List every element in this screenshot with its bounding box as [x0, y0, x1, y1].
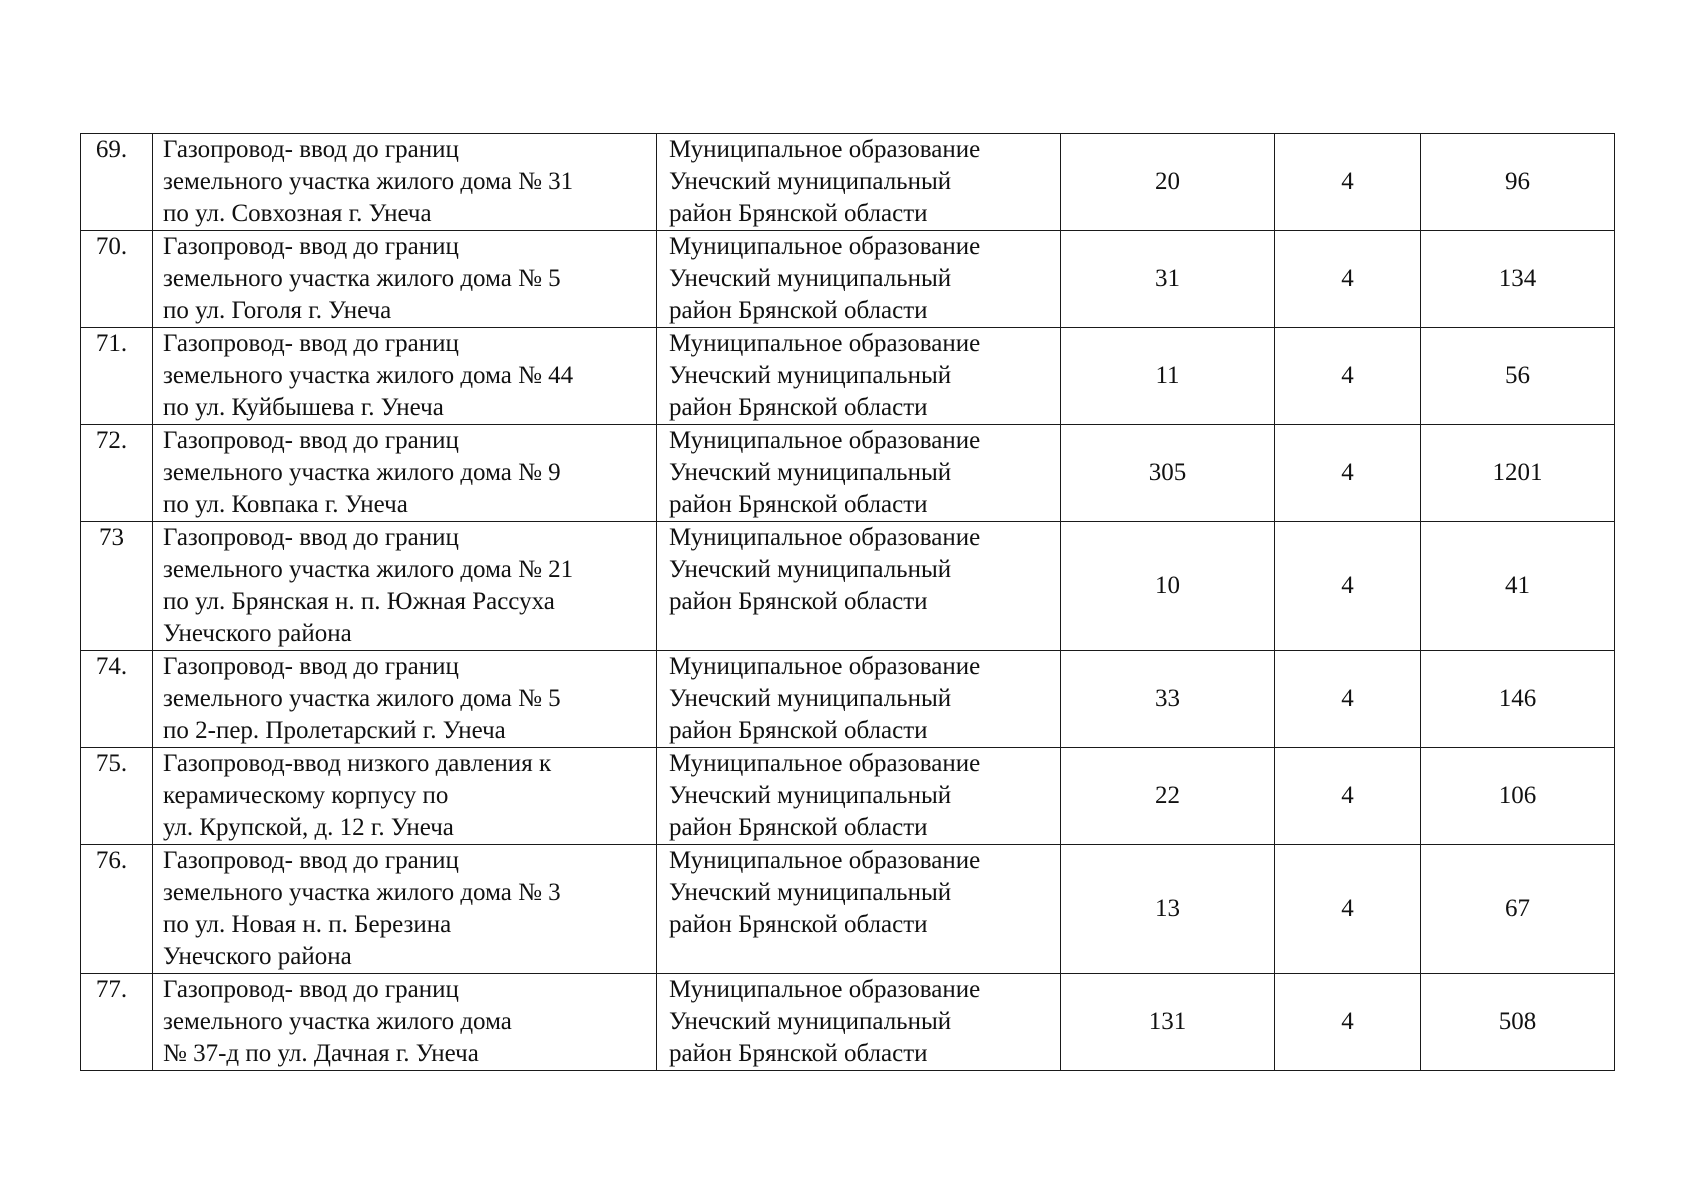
value-1: 31 — [1061, 231, 1275, 328]
object-name: Газопровод- ввод до границ земельного участка жилого дома № 21 по ул. Брянская н. п. Южная Рассуха Унечского района — [153, 522, 657, 651]
table-row — [81, 522, 1615, 651]
value-2: 4 — [1275, 425, 1421, 522]
value-3: 146 — [1421, 651, 1615, 748]
table-row — [81, 974, 1615, 1071]
object-name: Газопровод- ввод до границ земельного участка жилого дома № 5 по 2-пер. Пролетарский г. Унеча — [153, 651, 657, 748]
value-2: 4 — [1275, 651, 1421, 748]
value-2: 4 — [1275, 748, 1421, 845]
owner-name: Муниципальное образование Унечский муниципальный район Брянской области — [657, 748, 1061, 845]
table-row — [81, 134, 1615, 231]
value-1: 33 — [1061, 651, 1275, 748]
owner-name: Муниципальное образование Унечский муниципальный район Брянской области — [657, 328, 1061, 425]
value-3: 41 — [1421, 522, 1615, 651]
owner-name: Муниципальное образование Унечский муниципальный район Брянской области — [657, 425, 1061, 522]
owner-name: Муниципальное образование Унечский муниципальный район Брянской области — [657, 522, 1061, 651]
owner-name: Муниципальное образование Унечский муниципальный район Брянской области — [657, 134, 1061, 231]
value-1: 10 — [1061, 522, 1275, 651]
row-number: 72. — [81, 425, 153, 522]
value-3: 1201 — [1421, 425, 1615, 522]
object-name: Газопровод- ввод до границ земельного участка жилого дома № 31 по ул. Совхозная г. Унеча — [153, 134, 657, 231]
table-body — [81, 134, 1615, 1071]
value-3: 67 — [1421, 845, 1615, 974]
table-row — [81, 425, 1615, 522]
value-3: 96 — [1421, 134, 1615, 231]
value-2: 4 — [1275, 328, 1421, 425]
row-number: 71. — [81, 328, 153, 425]
row-number: 73 — [81, 522, 153, 651]
value-1: 305 — [1061, 425, 1275, 522]
owner-name: Муниципальное образование Унечский муниципальный район Брянской области — [657, 651, 1061, 748]
row-number: 76. — [81, 845, 153, 974]
row-number: 77. — [81, 974, 153, 1071]
owner-name: Муниципальное образование Унечский муниципальный район Брянской области — [657, 974, 1061, 1071]
value-2: 4 — [1275, 522, 1421, 651]
value-1: 11 — [1061, 328, 1275, 425]
object-name: Газопровод- ввод до границ земельного участка жилого дома № 9 по ул. Ковпака г. Унеча — [153, 425, 657, 522]
object-name: Газопровод- ввод до границ земельного участка жилого дома № 37-д по ул. Дачная г. Унеча — [153, 974, 657, 1071]
table-row — [81, 231, 1615, 328]
value-3: 134 — [1421, 231, 1615, 328]
table-row — [81, 845, 1615, 974]
object-name: Газопровод- ввод до границ земельного участка жилого дома № 5 по ул. Гоголя г. Унеча — [153, 231, 657, 328]
value-2: 4 — [1275, 845, 1421, 974]
value-2: 4 — [1275, 974, 1421, 1071]
owner-name: Муниципальное образование Унечский муниципальный район Брянской области — [657, 231, 1061, 328]
value-2: 4 — [1275, 231, 1421, 328]
property-table — [80, 133, 1615, 1071]
value-3: 56 — [1421, 328, 1615, 425]
value-1: 22 — [1061, 748, 1275, 845]
value-1: 131 — [1061, 974, 1275, 1071]
object-name: Газопровод-ввод низкого давления к керамическому корпусу по ул. Крупской, д. 12 г. Унеча — [153, 748, 657, 845]
table-row — [81, 651, 1615, 748]
value-3: 106 — [1421, 748, 1615, 845]
table-row — [81, 328, 1615, 425]
value-1: 13 — [1061, 845, 1275, 974]
row-number: 75. — [81, 748, 153, 845]
owner-name: Муниципальное образование Унечский муниципальный район Брянской области — [657, 845, 1061, 974]
table-row — [81, 748, 1615, 845]
value-1: 20 — [1061, 134, 1275, 231]
object-name: Газопровод- ввод до границ земельного участка жилого дома № 44 по ул. Куйбышева г. Унеча — [153, 328, 657, 425]
value-2: 4 — [1275, 134, 1421, 231]
value-3: 508 — [1421, 974, 1615, 1071]
row-number: 70. — [81, 231, 153, 328]
row-number: 69. — [81, 134, 153, 231]
object-name: Газопровод- ввод до границ земельного участка жилого дома № 3 по ул. Новая н. п. Березина Унечского района — [153, 845, 657, 974]
row-number: 74. — [81, 651, 153, 748]
